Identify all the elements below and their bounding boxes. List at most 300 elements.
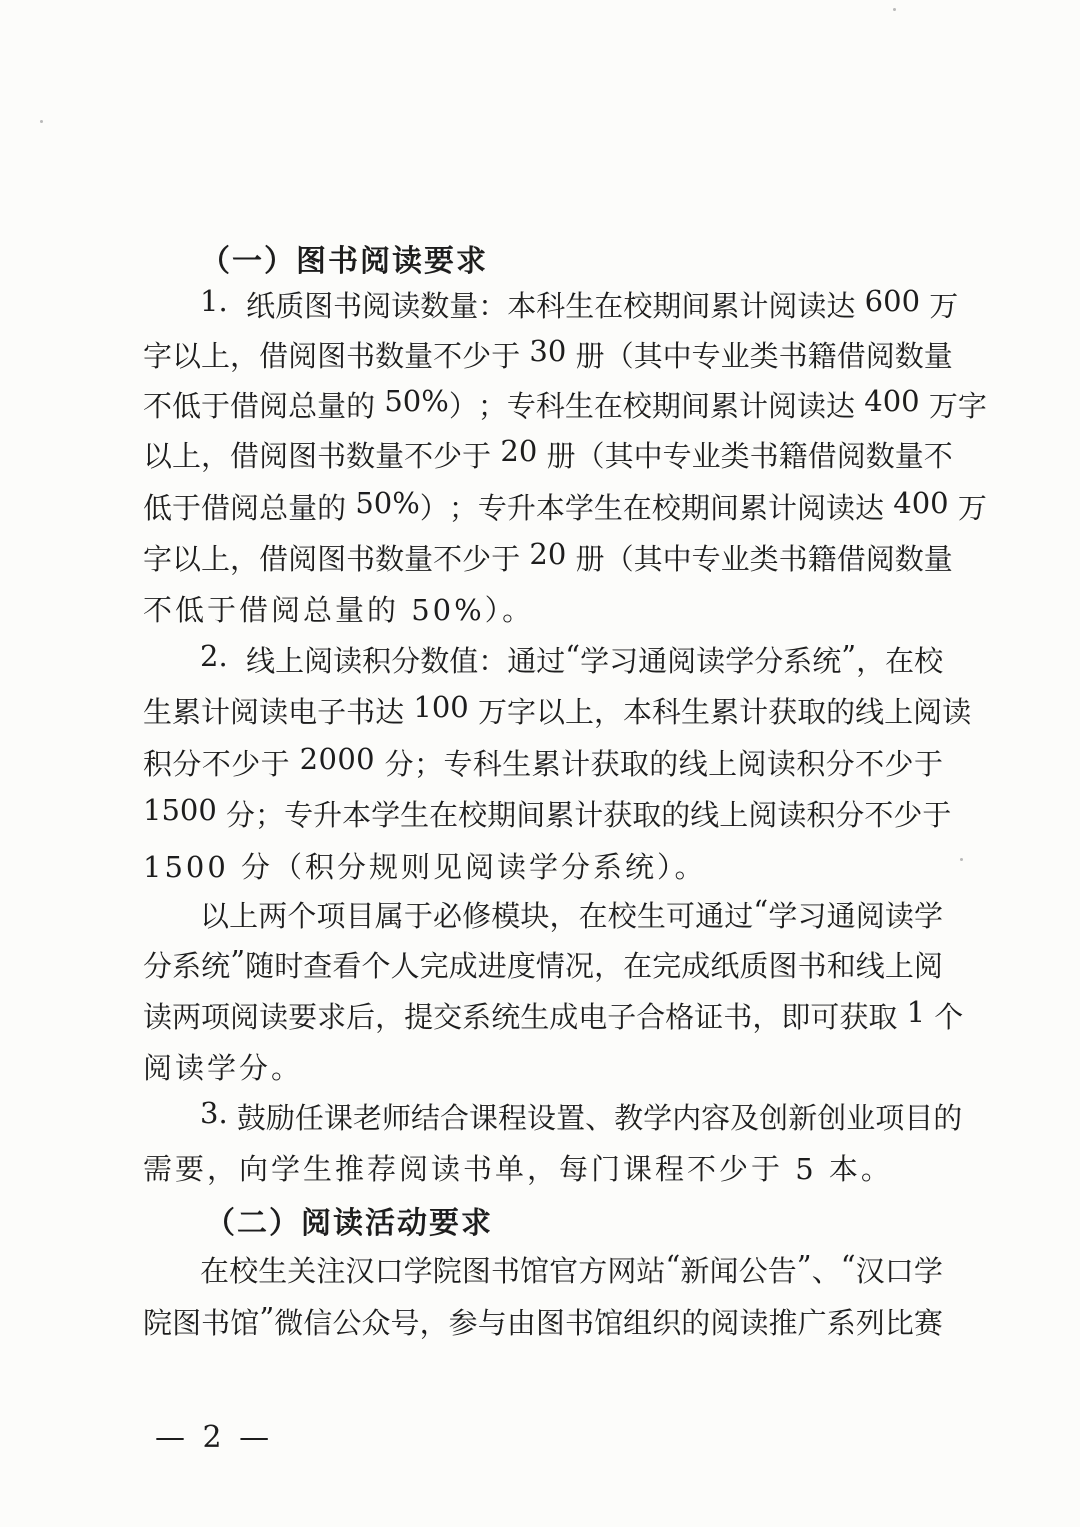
glyph: 量: [923, 542, 953, 576]
glyph: 个: [361, 949, 391, 983]
glyph: .: [218, 639, 228, 673]
glyph: 计: [738, 389, 768, 423]
glyph: ，: [752, 1000, 782, 1034]
glyph: ，: [549, 899, 579, 933]
paragraph-line: 不低于借阅总量的 50%）。: [143, 593, 535, 627]
glyph: 累: [710, 289, 740, 323]
glyph: 校: [623, 289, 653, 323]
glyph: 读: [333, 644, 363, 678]
scan-speck: [40, 120, 43, 123]
glyph: 借: [836, 542, 866, 576]
glyph: 本: [623, 695, 653, 729]
glyph: 5: [161, 793, 180, 827]
glyph: 借: [259, 542, 289, 576]
glyph: 0: [547, 537, 567, 571]
glyph: 学: [564, 491, 594, 525]
glyph: 的: [649, 747, 679, 781]
glyph: 质: [739, 949, 769, 983]
glyph: 在: [578, 899, 608, 933]
glyph: 积: [806, 798, 836, 832]
glyph: 达: [375, 695, 405, 729]
glyph: 师: [381, 1101, 411, 1135]
glyph: 过: [536, 644, 566, 678]
glyph: [897, 995, 906, 1036]
glyph: 计: [739, 289, 769, 323]
paragraph-line: [200, 894, 943, 935]
section-heading-book-reading: （一）图书阅读要求: [200, 244, 488, 279]
glyph: .: [218, 1096, 228, 1130]
glyph: 中: [662, 542, 692, 576]
glyph: 数: [894, 542, 924, 576]
glyph: %: [421, 384, 449, 418]
glyph: 0: [450, 690, 469, 724]
glyph: 由: [506, 1306, 536, 1340]
glyph: ，: [419, 1306, 449, 1340]
glyph: 公: [332, 1306, 362, 1340]
glyph: ：: [478, 289, 508, 323]
glyph: 生: [400, 798, 430, 832]
glyph: 校: [622, 389, 652, 423]
glyph: [217, 793, 226, 834]
glyph: 量: [404, 542, 434, 576]
glyph: 于: [462, 439, 492, 473]
glyph: 阅: [230, 491, 260, 525]
glyph: 块: [520, 899, 550, 933]
glyph: 院: [432, 1254, 462, 1288]
glyph: [290, 742, 299, 783]
glyph: 图: [461, 1254, 491, 1288]
glyph: 目: [904, 1101, 934, 1135]
glyph: 0: [198, 793, 217, 827]
glyph: [925, 995, 934, 1036]
glyph: 求: [317, 1000, 347, 1034]
glyph: 图: [535, 1306, 565, 1340]
glyph: [920, 284, 929, 325]
section-heading-reading-activities: （二）阅读活动要求: [205, 1206, 493, 1241]
glyph: 及: [730, 1101, 760, 1135]
glyph: 计: [561, 747, 591, 781]
glyph: 上: [884, 695, 914, 729]
glyph: 成: [549, 1000, 579, 1034]
glyph: %: [392, 486, 420, 520]
glyph: 少: [462, 339, 492, 373]
glyph: 汉: [855, 1254, 885, 1288]
glyph: 书: [346, 695, 376, 729]
glyph: 少: [433, 439, 463, 473]
glyph: 借: [259, 339, 289, 373]
glyph: 广: [797, 1306, 827, 1340]
glyph: 方: [578, 1254, 608, 1288]
glyph: 图: [304, 289, 334, 323]
glyph: 积: [362, 644, 392, 678]
glyph: 的: [681, 1306, 711, 1340]
glyph: [884, 486, 893, 527]
glyph: 上: [201, 339, 231, 373]
glyph: 过: [724, 899, 754, 933]
glyph: 新: [788, 1101, 818, 1135]
glyph: 创: [817, 1101, 847, 1135]
glyph: 纸: [710, 949, 740, 983]
glyph: 告: [767, 1254, 797, 1288]
glyph: 分: [143, 949, 173, 983]
glyph: 0: [901, 384, 920, 418]
glyph: 图: [288, 439, 318, 473]
glyph: 上: [229, 899, 259, 933]
glyph: [855, 384, 864, 425]
glyph: 低: [172, 389, 202, 423]
glyph: 生: [258, 1254, 288, 1288]
glyph: 间: [680, 389, 710, 423]
glyph: 通: [638, 644, 668, 678]
glyph: 在: [885, 644, 915, 678]
glyph: 阅: [768, 289, 798, 323]
glyph: 字: [143, 542, 173, 576]
glyph: 0: [518, 434, 538, 468]
glyph: 获: [603, 798, 633, 832]
glyph: 书: [490, 1254, 520, 1288]
glyph: 书: [317, 439, 347, 473]
glyph: 科: [472, 747, 502, 781]
glyph: 书: [346, 339, 376, 373]
glyph: 组: [623, 1306, 653, 1340]
glyph: 阅: [855, 899, 885, 933]
glyph: 1: [906, 995, 926, 1029]
glyph: 上: [172, 439, 202, 473]
glyph: 校: [458, 798, 488, 832]
glyph: 阅: [767, 389, 797, 423]
glyph: 阅: [259, 389, 289, 423]
glyph: 线: [246, 644, 276, 678]
glyph: 借: [230, 389, 260, 423]
glyph: 和: [826, 949, 856, 983]
paragraph-line: [143, 384, 987, 425]
glyph: 读: [739, 1306, 769, 1340]
paragraph-line: [200, 1096, 963, 1137]
glyph: 计: [767, 491, 797, 525]
glyph: 上: [884, 949, 914, 983]
glyph: 书: [723, 1000, 753, 1034]
glyph: 取: [632, 798, 662, 832]
glyph: 况: [564, 949, 594, 983]
glyph: 阅: [748, 798, 778, 832]
glyph: 计: [739, 695, 769, 729]
glyph: 量: [404, 339, 434, 373]
glyph: 于: [491, 339, 521, 373]
glyph: 书: [778, 339, 808, 373]
glyph: 0: [882, 384, 902, 418]
glyph: 习: [609, 644, 639, 678]
glyph: 线: [855, 949, 885, 983]
glyph: 读: [884, 899, 914, 933]
glyph: 阅: [865, 339, 895, 373]
glyph: 书: [333, 289, 363, 323]
glyph: 馆: [594, 1306, 624, 1340]
glyph: ，: [201, 439, 231, 473]
glyph: 其: [604, 439, 634, 473]
paragraph-line: [143, 537, 953, 578]
glyph: 书: [797, 949, 827, 983]
glyph: 推: [768, 1306, 798, 1340]
glyph: 读: [259, 1000, 289, 1034]
glyph: 号: [390, 1306, 420, 1340]
glyph: 两: [172, 1000, 202, 1034]
glyph: 的: [661, 798, 691, 832]
paragraph-line: [143, 690, 972, 731]
glyph: 证: [694, 1000, 724, 1034]
glyph: 书: [201, 1306, 231, 1340]
glyph: 值: [449, 644, 479, 678]
glyph: 上: [708, 747, 738, 781]
glyph: 获: [590, 747, 620, 781]
glyph: 校: [607, 899, 637, 933]
glyph: 累: [709, 389, 739, 423]
glyph: 分: [825, 747, 855, 781]
glyph: 本: [507, 289, 537, 323]
glyph: [855, 284, 864, 325]
glyph: 数: [420, 644, 450, 678]
glyph: 期: [651, 389, 681, 423]
glyph: 于: [403, 899, 433, 933]
glyph: 进: [477, 949, 507, 983]
glyph: 本: [535, 491, 565, 525]
glyph: 万: [957, 491, 987, 525]
glyph: 6: [864, 284, 884, 318]
glyph: 的: [317, 491, 347, 525]
glyph: ；: [414, 747, 444, 781]
glyph: 图: [317, 542, 347, 576]
glyph: 0: [356, 742, 375, 776]
glyph: 读: [696, 644, 726, 678]
glyph: 中: [662, 339, 692, 373]
glyph: ，: [594, 949, 624, 983]
glyph: 业: [720, 542, 750, 576]
glyph: 看: [332, 949, 362, 983]
glyph: 比: [884, 1306, 914, 1340]
glyph: 统: [812, 644, 842, 678]
glyph: 阅: [737, 747, 767, 781]
glyph: 分: [835, 798, 865, 832]
glyph: 专: [662, 439, 692, 473]
glyph: 子: [607, 1000, 637, 1034]
glyph: 累: [545, 798, 575, 832]
glyph: 不: [923, 439, 953, 473]
glyph: 数: [375, 542, 405, 576]
glyph: 借: [201, 491, 231, 525]
glyph: 获: [839, 1000, 869, 1034]
glyph: 业: [846, 1101, 876, 1135]
glyph: 2: [200, 639, 219, 673]
glyph: 公: [738, 1254, 768, 1288]
glyph: 校: [229, 1254, 259, 1288]
glyph: ，: [594, 695, 624, 729]
glyph: 学: [643, 1101, 673, 1135]
glyph: ，: [230, 339, 260, 373]
glyph: 院: [143, 1306, 173, 1340]
glyph: 字: [506, 695, 536, 729]
glyph: ，: [375, 1000, 405, 1034]
glyph: 学: [371, 798, 401, 832]
glyph: 科: [536, 289, 566, 323]
paragraph-line: 阅读学分。: [143, 1051, 304, 1085]
glyph: 系: [826, 1306, 856, 1340]
glyph: 不: [143, 389, 173, 423]
glyph: 阅: [913, 695, 943, 729]
glyph: 阅: [259, 439, 289, 473]
glyph: ，: [856, 644, 886, 678]
glyph: 数: [375, 339, 405, 373]
glyph: 专: [284, 798, 314, 832]
glyph: 微: [274, 1306, 304, 1340]
glyph: 的: [826, 695, 856, 729]
glyph: 5: [355, 486, 374, 520]
glyph: 人: [390, 949, 420, 983]
glyph: 取: [868, 1000, 898, 1034]
glyph: [237, 284, 246, 325]
glyph: 量: [375, 439, 405, 473]
glyph: 量: [894, 439, 924, 473]
glyph: 阅: [304, 644, 334, 678]
glyph: 、: [811, 1254, 841, 1288]
glyph: 取: [619, 747, 649, 781]
glyph: 万: [929, 289, 959, 323]
glyph: 0: [883, 284, 902, 318]
glyph: 量: [923, 339, 953, 373]
glyph: 2: [529, 537, 548, 571]
glyph: 于: [491, 542, 521, 576]
glyph: “: [665, 1249, 681, 1283]
glyph: 书: [346, 542, 376, 576]
glyph: 不: [855, 747, 885, 781]
glyph: 0: [901, 284, 921, 318]
glyph: 即: [781, 1000, 811, 1034]
glyph: 学: [768, 899, 798, 933]
glyph: 系: [783, 644, 813, 678]
glyph: [228, 284, 237, 325]
glyph: 随: [245, 949, 275, 983]
glyph: 专: [691, 339, 721, 373]
glyph: 阅: [836, 439, 866, 473]
glyph: （: [575, 439, 605, 473]
glyph: 0: [337, 742, 356, 776]
glyph: 合: [440, 1101, 470, 1135]
glyph: 阅: [230, 695, 260, 729]
glyph: 类: [749, 542, 779, 576]
glyph: 口: [884, 1254, 914, 1288]
glyph: 分: [384, 747, 414, 781]
glyph: 的: [933, 1101, 963, 1135]
glyph: 阅: [667, 644, 697, 678]
glyph: 累: [172, 695, 202, 729]
glyph: 读: [797, 289, 827, 323]
glyph: 低: [143, 491, 173, 525]
glyph: 籍: [778, 439, 808, 473]
page-number: — 2 —: [155, 1420, 274, 1455]
paragraph-line: [200, 639, 943, 680]
glyph: 数: [894, 339, 924, 373]
glyph: 分: [391, 644, 421, 678]
glyph: ”: [230, 944, 246, 978]
glyph: 0: [179, 793, 199, 827]
glyph: 老: [352, 1101, 382, 1135]
glyph: 在: [200, 1254, 230, 1288]
glyph: [346, 486, 355, 527]
glyph: 生: [564, 389, 594, 423]
paragraph-line: [200, 284, 959, 325]
glyph: 阅: [710, 1306, 740, 1340]
glyph: 业: [691, 439, 721, 473]
glyph: ”: [841, 639, 857, 673]
glyph: 成: [681, 949, 711, 983]
glyph: 中: [633, 439, 663, 473]
glyph: ：: [478, 644, 508, 678]
glyph: 不: [433, 542, 463, 576]
glyph: 阅: [797, 491, 827, 525]
paragraph-line: [143, 486, 987, 527]
glyph: 电: [578, 1000, 608, 1034]
glyph: （: [604, 542, 634, 576]
glyph: 专: [691, 542, 721, 576]
glyph: 列: [855, 1306, 885, 1340]
glyph: 类: [720, 439, 750, 473]
glyph: 以: [143, 439, 173, 473]
glyph: 电: [288, 695, 318, 729]
glyph: .: [218, 284, 228, 318]
glyph: 在: [593, 389, 623, 423]
glyph: 读: [766, 747, 796, 781]
glyph: 达: [826, 389, 856, 423]
glyph: 读: [826, 491, 856, 525]
glyph: 结: [410, 1101, 440, 1135]
glyph: 信: [303, 1306, 333, 1340]
glyph: 属: [374, 899, 404, 933]
glyph: 模: [491, 899, 521, 933]
glyph: 生: [593, 491, 623, 525]
glyph: 完: [419, 949, 449, 983]
glyph: 统: [491, 1000, 521, 1034]
glyph: 个: [934, 1000, 964, 1034]
glyph: 书: [778, 542, 808, 576]
glyph: 在: [622, 491, 652, 525]
glyph: 上: [564, 695, 594, 729]
glyph: 度: [506, 949, 536, 983]
glyph: 通: [507, 644, 537, 678]
glyph: [375, 742, 384, 783]
glyph: 2: [500, 434, 519, 468]
glyph: 其: [633, 542, 663, 576]
glyph: 间: [681, 289, 711, 323]
glyph: 鼓: [236, 1101, 266, 1135]
glyph: 不: [433, 339, 463, 373]
glyph: 期: [680, 491, 710, 525]
glyph: 期: [652, 289, 682, 323]
glyph: 积: [143, 747, 173, 781]
glyph: 字: [957, 389, 987, 423]
glyph: 读: [797, 389, 827, 423]
glyph: 励: [265, 1101, 295, 1135]
glyph: 少: [884, 747, 914, 781]
glyph: 设: [527, 1101, 557, 1135]
glyph: 学: [725, 644, 755, 678]
glyph: 个: [287, 899, 317, 933]
glyph: 时: [274, 949, 304, 983]
glyph: 教: [614, 1101, 644, 1135]
glyph: 数: [865, 439, 895, 473]
glyph: 任: [294, 1101, 324, 1135]
glyph: 1: [200, 284, 219, 318]
glyph: 上: [275, 644, 305, 678]
glyph: 的: [346, 389, 376, 423]
glyph: 生: [636, 899, 666, 933]
